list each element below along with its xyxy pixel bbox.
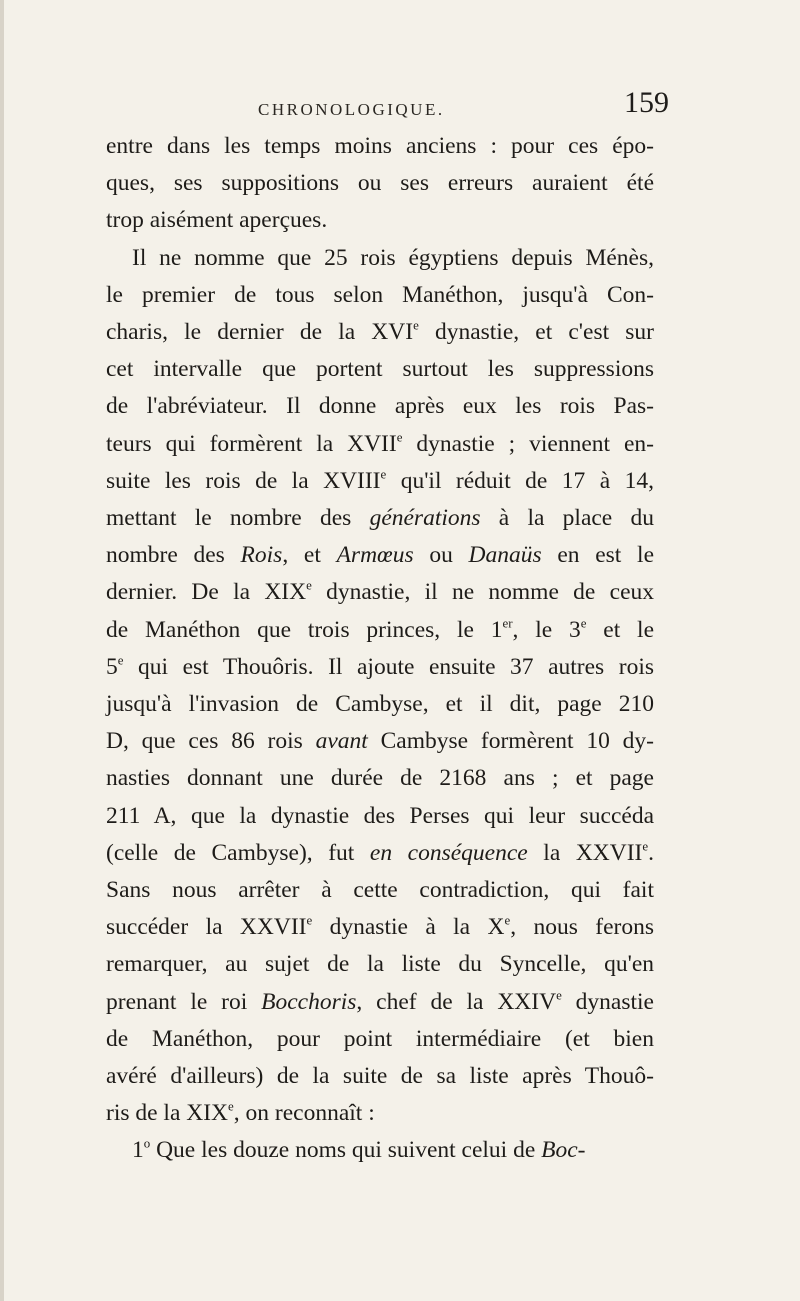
text-line: charis, le dernier de la XVIe dynastie, et c'est sur [106,317,654,346]
text-line: succéder la XXVIIe dynastie à la Xe, nous ferons [106,912,654,941]
text-line: nombre des Rois, et Armœus ou Danaüs en est le [106,542,654,569]
text-line: suite les rois de la XVIIIe qu'il réduit de 17 à 14, [106,466,654,494]
text-line: ris de la XIXe, on reconnaît : [106,1098,375,1127]
text-line: de Manéthon, pour point intermédiaire (et bien [106,1025,654,1052]
text-line: D, que ces 86 rois avant Cambyse formèrent 10 dy- [106,728,654,755]
text-line: de Manéthon que trois princes, le 1er, le 3e et le [106,614,655,643]
text-line: remarquer, au sujet de la liste du Syncelle, qu'en [106,951,654,978]
running-head: CHRONOLOGIQUE. [258,100,445,119]
text-line: le premier de tous selon Manéthon, jusqu'à Con- [106,281,654,308]
text-line: cet intervalle que portent surtout les suppressions [106,356,654,383]
page-edge [0,0,4,1301]
text-line: 1$^o$ Que les douze noms qui suivent celui de Boc- [132,1135,586,1164]
text-line: prenant le roi Bocchoris, chef de la XXIVe dynastie [106,986,654,1015]
text-line: entre dans les temps moins anciens : pour ces épo- [106,133,654,159]
page-number: 159 [624,86,669,119]
text-line: teurs qui formèrent la XVIIe dynastie ; viennent en- [106,428,654,457]
text-line: 5e qui est Thouôris. Il ajoute ensuite 37 autres rois [106,652,654,680]
text-line: ques, ses suppositions ou ses erreurs auraient été [106,170,654,197]
text-line: de l'abréviateur. Il donne après eux les rois Pas- [106,393,654,420]
text-line: 211 A, que la dynastie des Perses qui leur succéda [106,802,654,829]
text-line: trop aisément aperçues. [106,207,328,234]
text-line: jusqu'à l'invasion de Cambyse, et il dit, page 210 [106,691,654,718]
body-text [106,128,654,1170]
text-line: Sans nous arrêter à cette contradiction, qui fait [106,877,654,904]
text-line: Il ne nomme que 25 rois égyptiens depuis Ménès, [132,244,654,271]
text-line: mettant le nombre des générations à la place du [106,505,654,532]
text-line: (celle de Cambyse), fut en conséquence la XXVIIe. [106,838,654,866]
text-line: nasties donnant une durée de 2168 ans ; et page [106,765,654,792]
text-line: avéré d'ailleurs) de la suite de sa liste après Thouô- [106,1063,654,1090]
text-line: dernier. De la XIXe dynastie, il ne nomme de ceux [106,577,654,606]
